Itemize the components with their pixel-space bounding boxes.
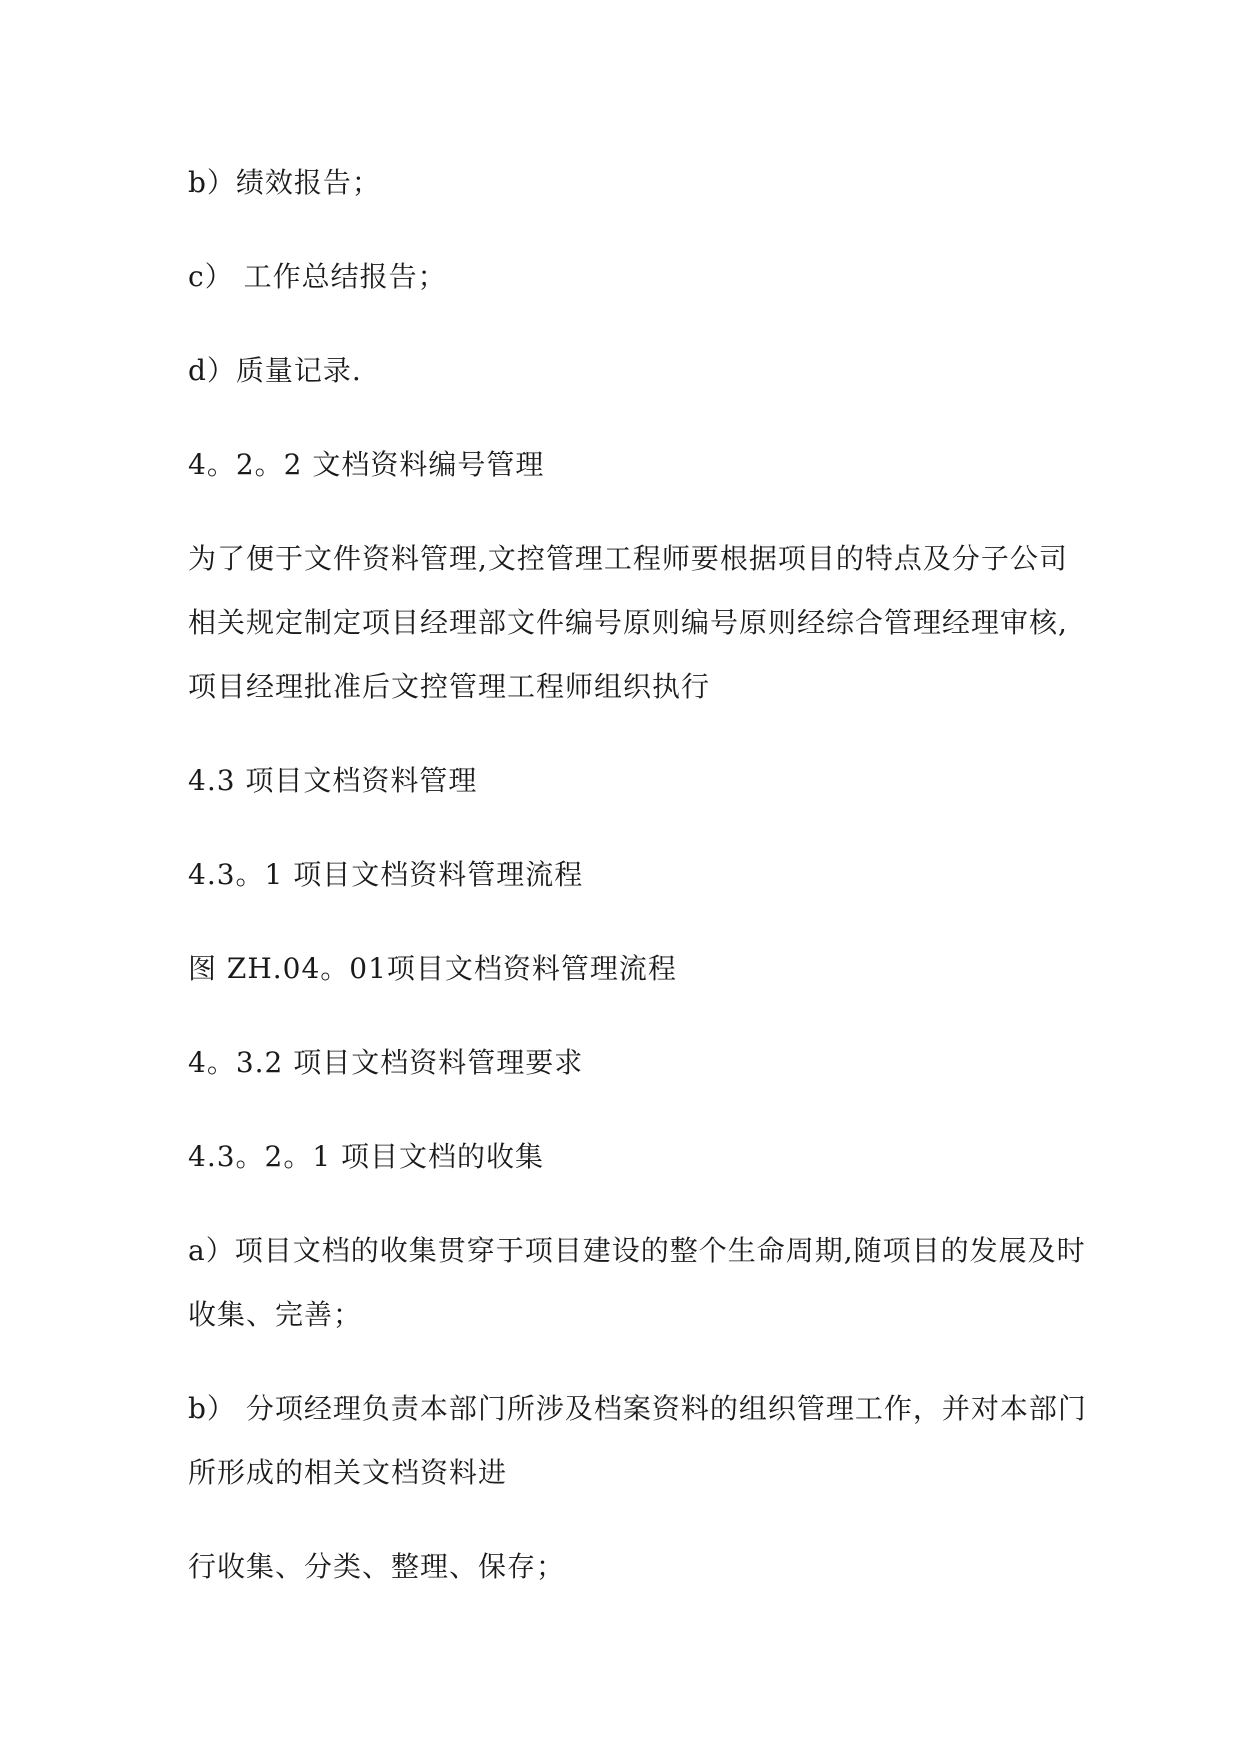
list-item-b-line-2: 所形成的相关文档资料进: [188, 1456, 508, 1489]
list-item-b-performance-report: b）绩效报告；: [188, 166, 381, 199]
section-heading-4-3-1: 4.3。1 项目文档资料管理流程: [188, 858, 584, 891]
section-heading-4-3-2: 4。3.2 项目文档资料管理要求: [188, 1046, 584, 1079]
list-item-a-line-1: a）项目文档的收集贯穿于项目建设的整个生命周期,随项目的发展及时: [188, 1234, 1086, 1267]
section-heading-4-3: 4.3 项目文档资料管理: [188, 764, 478, 797]
section-heading-4-2-2: 4。2。2 文档资料编号管理: [188, 448, 545, 481]
list-item-d-quality-records: d）质量记录.: [188, 354, 362, 387]
list-item-b-line-3: 行收集、分类、整理、保存；: [188, 1550, 566, 1583]
list-item-b-line-1: b） 分项经理负责本部门所涉及档案资料的组织管理工作，并对本部门: [188, 1392, 1087, 1425]
paragraph-line-3: 项目经理批准后文控管理工程师组织执行: [188, 670, 711, 703]
list-item-a-line-2: 收集、完善；: [188, 1298, 363, 1331]
list-item-c-work-summary: c） 工作总结报告；: [188, 260, 447, 293]
paragraph-line-1: 为了便于文件资料管理,文控管理工程师要根据项目的特点及分子公司: [188, 542, 1068, 575]
paragraph-line-2: 相关规定制定项目经理部文件编号原则编号原则经综合管理经理审核,: [188, 606, 1068, 639]
figure-caption: 图 ZH.04。01项目文档资料管理流程: [188, 952, 677, 985]
section-heading-4-3-2-1: 4.3。2。1 项目文档的收集: [188, 1140, 545, 1173]
